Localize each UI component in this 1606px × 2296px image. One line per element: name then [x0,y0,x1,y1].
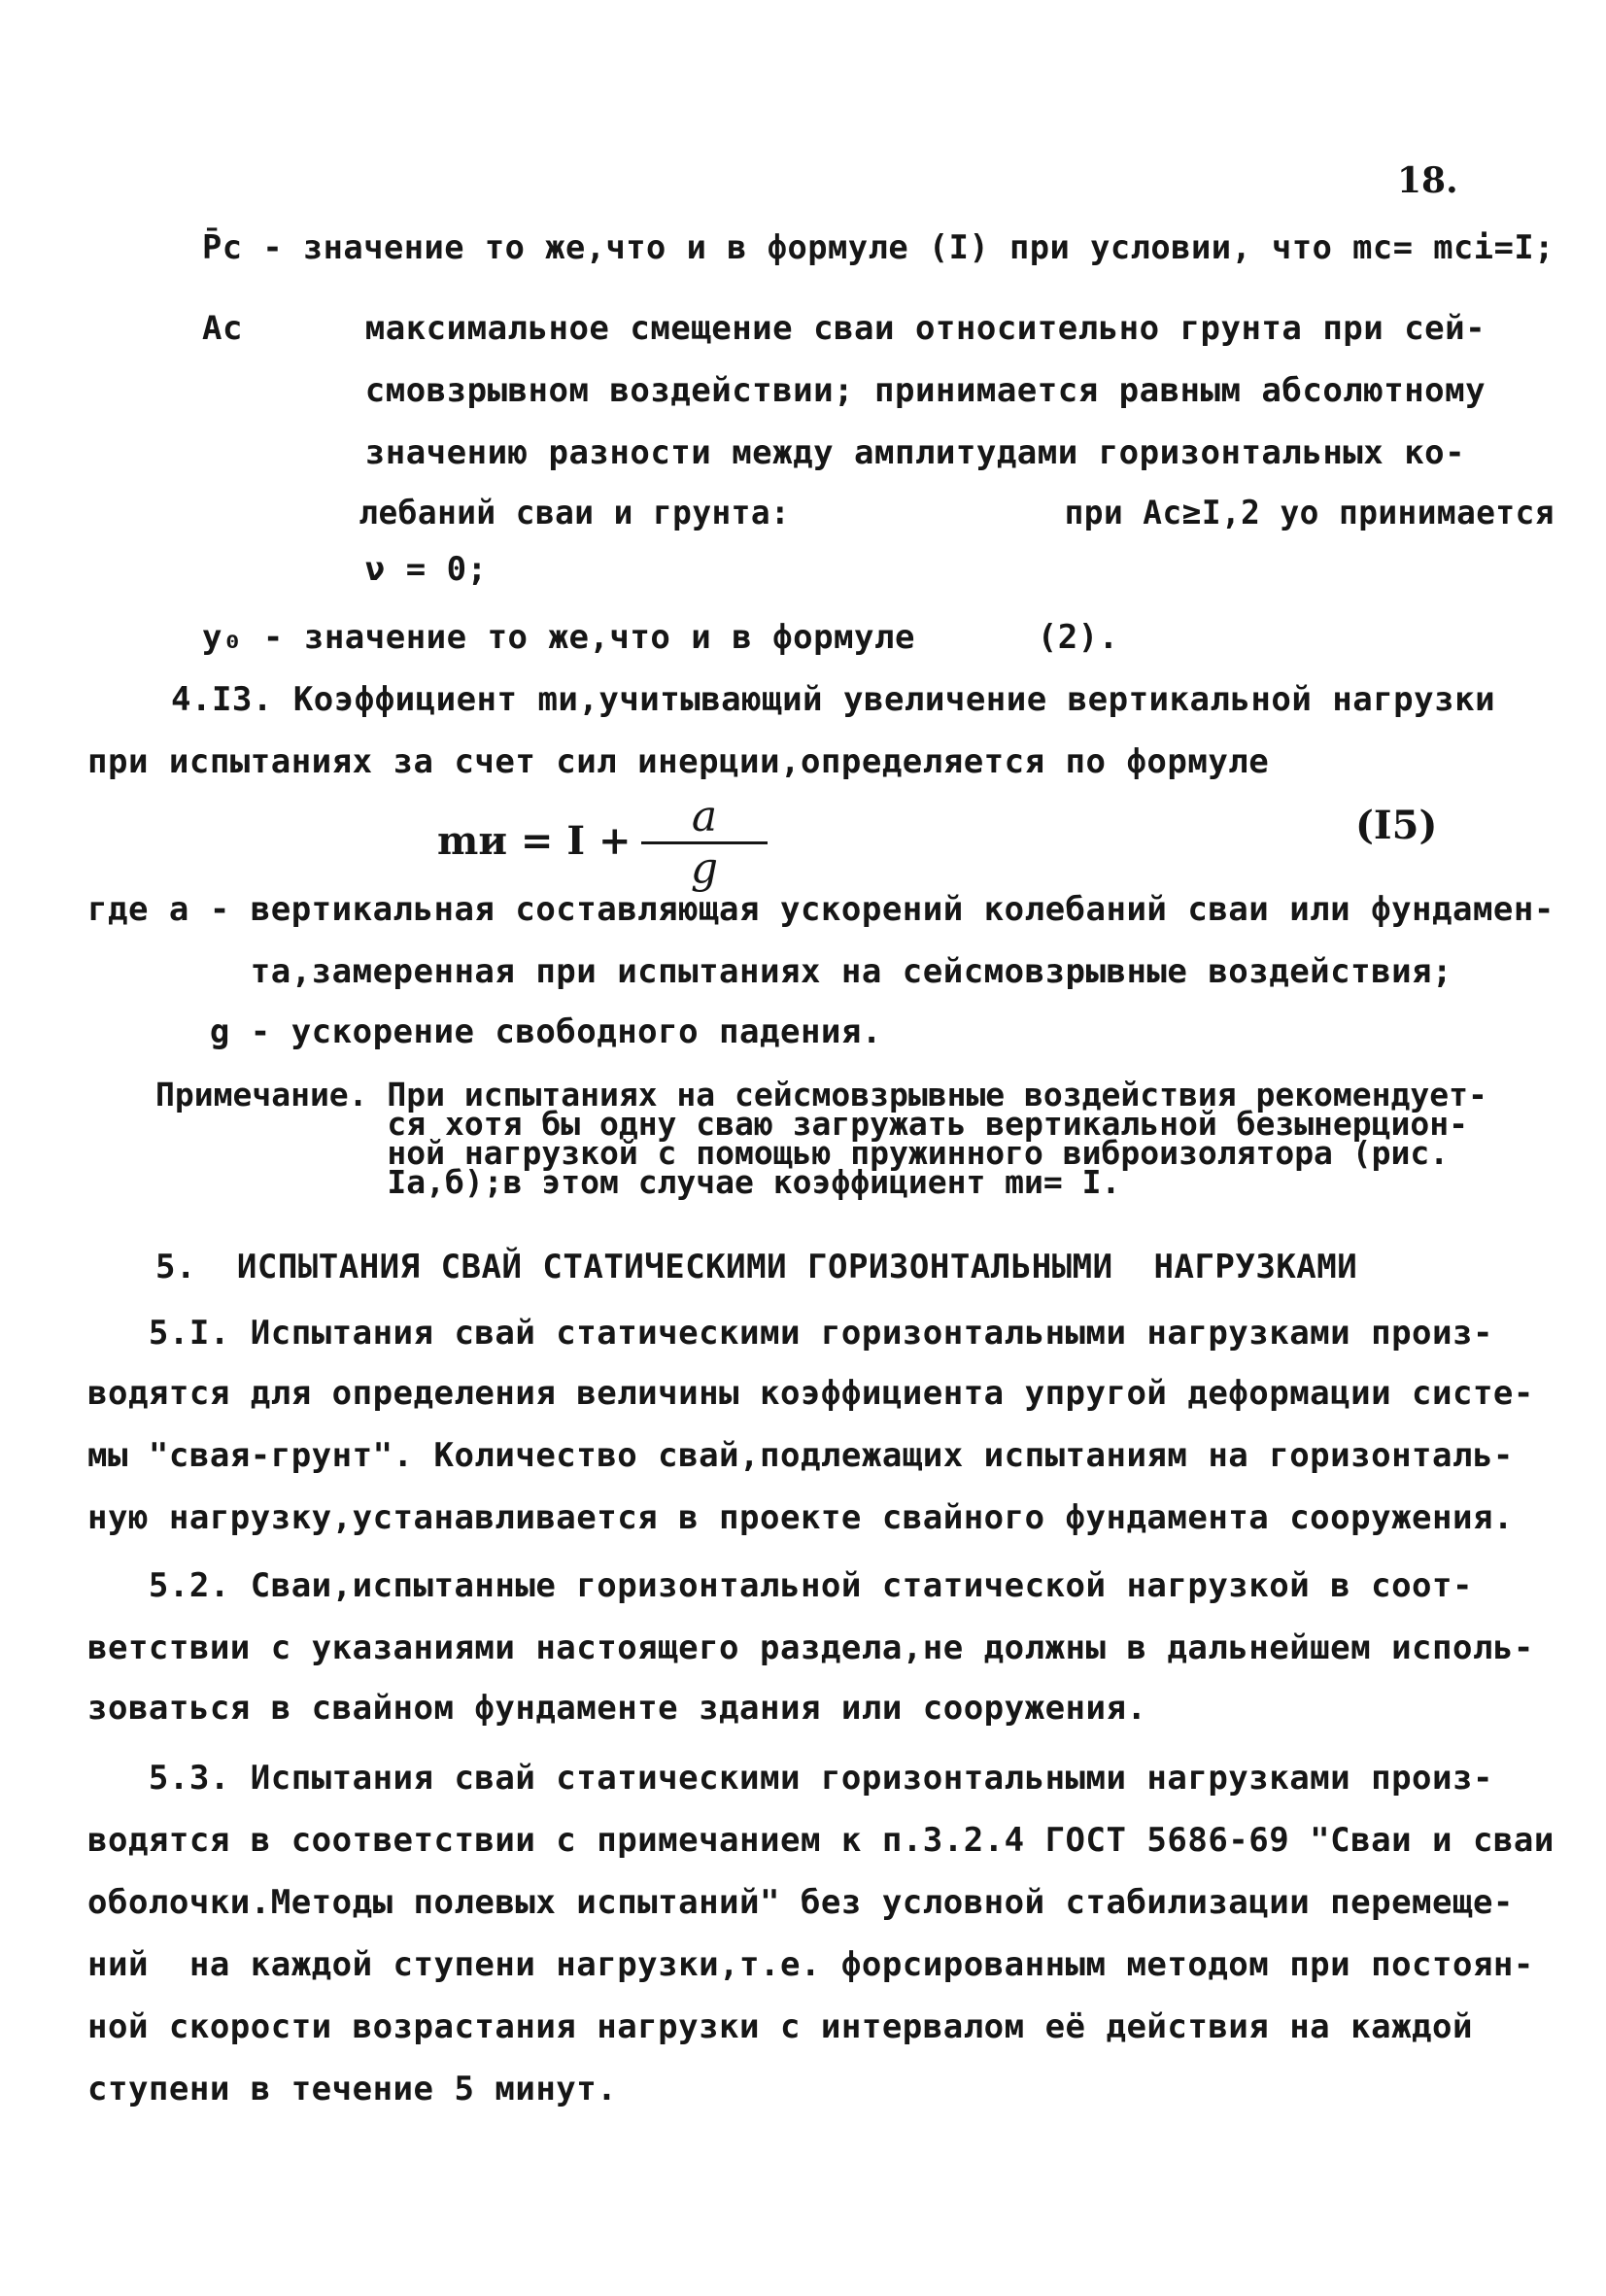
paragraph-5-1-line: ную нагрузку,устанавливается в проекте свайного фундамента сооружения. [87,1498,1514,1537]
paragraph-5-3-line: ступени в течение 5 минут. [87,2070,618,2108]
paragraph-5-3-line: 5.3. Испытания свай статическими горизонтальными нагрузками произ- [87,1759,1493,1798]
definition-line: ν = 0; [202,550,488,589]
paragraph-5-1-line: 5.I. Испытания свай статическими горизонтальными нагрузками произ- [87,1314,1493,1353]
note-line: ной нагрузкой с помощью пружинного виброизолятора (рис. [155,1134,1450,1172]
where-line: g - ускорение свободного падения. [87,1012,882,1051]
formula-fraction [641,792,768,893]
section-4-13-line: при испытаниях за счет сил инерции,определяется по формуле [87,742,1270,781]
formula-numerator: a [691,792,718,841]
paragraph-5-2-line: зоваться в свайном фундаменте здания или сооружения. [87,1689,1147,1728]
where-line: где a - вертикальная составляющая ускорений колебаний сваи или фундамен- [87,890,1555,929]
section-4-13-line: 4.I3. Коэффициент mи,учитывающий увеличение вертикальной нагрузки [171,680,1496,719]
note-line: Iа,б);в этом случае коэффициент mи= I. [155,1163,1121,1201]
paragraph-5-2-line: 5.2. Сваи,испытанные горизонтальной статической нагрузкой в соот- [87,1566,1473,1605]
note-line: ся хотя бы одну сваю загружать вертикальной безынерцион- [155,1105,1469,1143]
formula-lhs: mи = I + [437,818,632,864]
where-line: та,замеренная при испытаниях на сейсмовзрывные воздействия; [87,952,1452,991]
formula-denominator: g [690,843,719,893]
definition-line: y₀ - значение то же,что и в формуле (2). [202,618,1119,657]
note-line: Примечание. При испытаниях на сейсмовзрывные воздействия рекомендует- [155,1076,1487,1114]
paragraph-5-3-line: ной скорости возрастания нагрузки с интервалом её действия на каждой [87,2007,1473,2046]
page-number: 18. [1397,160,1458,201]
definition-line: смовзрывном воздействии; принимается равным абсолютному [202,371,1486,410]
definition-line: P̄c - значение то же,что и в формуле (I) при условии, что mc= mci=I; [202,228,1555,267]
paragraph-5-1-line: водятся для определения величины коэффициента упругой деформации систе- [87,1374,1534,1413]
paragraph-5-1-line: мы "свая-грунт". Количество свай,подлежащих испытаниям на горизонталь- [87,1436,1514,1475]
definition-line: Аc максимальное смещение сваи относительно грунта при сей- [202,309,1486,348]
definition-line: значению разности между амплитудами горизонтальных ко- [202,433,1466,472]
paragraph-5-3-line: ний на каждой ступени нагрузки,т.е. форсированным методом при постоян- [87,1945,1534,1984]
formula-number: (I5) [1355,803,1438,848]
section-5-heading: 5. ИСПЫТАНИЯ СВАЙ СТАТИЧЕСКИМИ ГОРИЗОНТАЛЬНЫМИ НАГРУЗКАМИ [155,1248,1358,1286]
paragraph-5-2-line: ветствии с указаниями настоящего раздела,не должны в дальнейшем исполь- [87,1628,1534,1667]
paragraph-5-3-line: водятся в соответствии с примечанием к п.3.2.4 ГОСТ 5686-69 "Сваи и сваи [87,1821,1555,1860]
paragraph-5-3-line: оболочки.Методы полевых испытаний" без условной стабилизации перемеще- [87,1883,1514,1922]
definition-line: лебаний сваи и грунта: при Аc≥I,2 yo принимается [202,494,1555,532]
